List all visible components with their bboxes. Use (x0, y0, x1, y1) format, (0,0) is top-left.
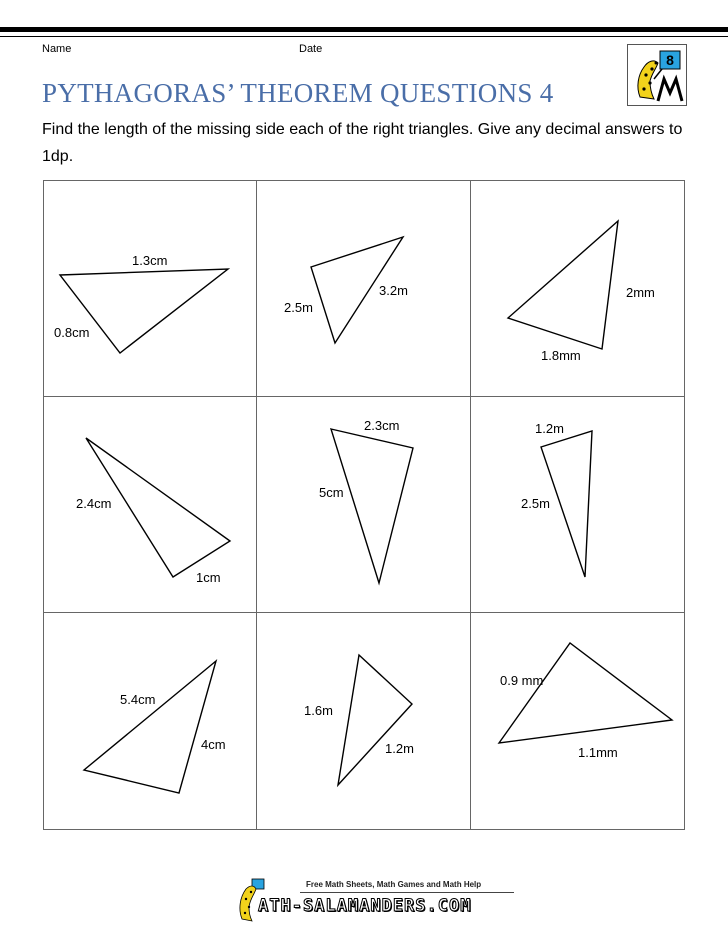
top-rule-thick (0, 27, 728, 32)
footer-divider (300, 892, 514, 893)
side-label: 1.3cm (132, 253, 168, 268)
question-cell-4 (44, 397, 257, 613)
question-cell-9 (471, 613, 684, 829)
name-label: Name (42, 43, 72, 55)
page-title: PYTHAGORAS’ THEOREM QUESTIONS 4 (42, 78, 554, 108)
side-label: 4cm (201, 737, 226, 752)
top-rule-thin (0, 36, 728, 37)
side-label: 1.1mm (577, 745, 618, 760)
side-label: 1.8mm (540, 348, 581, 363)
side-label: 2.4cm (76, 496, 112, 511)
questions-grid (43, 180, 685, 830)
triangle-1 (60, 269, 228, 353)
triangle-9 (499, 643, 672, 743)
question-cell-3 (471, 181, 684, 397)
question-cell-2 (257, 181, 470, 397)
side-label: 3.2m (379, 283, 409, 298)
triangle-7 (84, 661, 216, 793)
side-label: 5cm (319, 485, 344, 500)
question-cell-1 (44, 181, 257, 397)
footer-brand: ATH-SALAMANDERS.COM (258, 896, 472, 916)
side-label: 0.9 mm (499, 673, 543, 688)
instructions: Find the length of the missing side each of the right triangles. Give any decimal answers to 1dp. (42, 121, 683, 165)
grade-number: 8 (666, 52, 674, 68)
triangle-5 (331, 429, 413, 583)
side-label: 2.5m (520, 496, 550, 511)
side-label: 0.8cm (54, 325, 90, 340)
triangle-8 (338, 655, 415, 785)
side-label: 1.2m (385, 741, 415, 756)
footer-tagline: Free Math Sheets, Math Games and Math Help (306, 880, 482, 889)
side-label: 2mm (625, 285, 655, 300)
side-label: 5.4cm (120, 692, 156, 707)
triangle-3 (508, 221, 618, 349)
date-label: Date (299, 43, 323, 55)
question-cell-6 (471, 397, 684, 613)
side-label: 2.5m (284, 300, 314, 315)
side-label: 2.3cm (364, 418, 400, 433)
question-cell-8 (257, 613, 470, 829)
side-label: 1.6m (304, 703, 334, 718)
salamander-logo-badge (627, 44, 687, 106)
side-label: 1.2m (534, 421, 564, 436)
side-label: 1cm (196, 570, 221, 585)
question-cell-5 (257, 397, 470, 613)
question-cell-7 (44, 613, 257, 829)
